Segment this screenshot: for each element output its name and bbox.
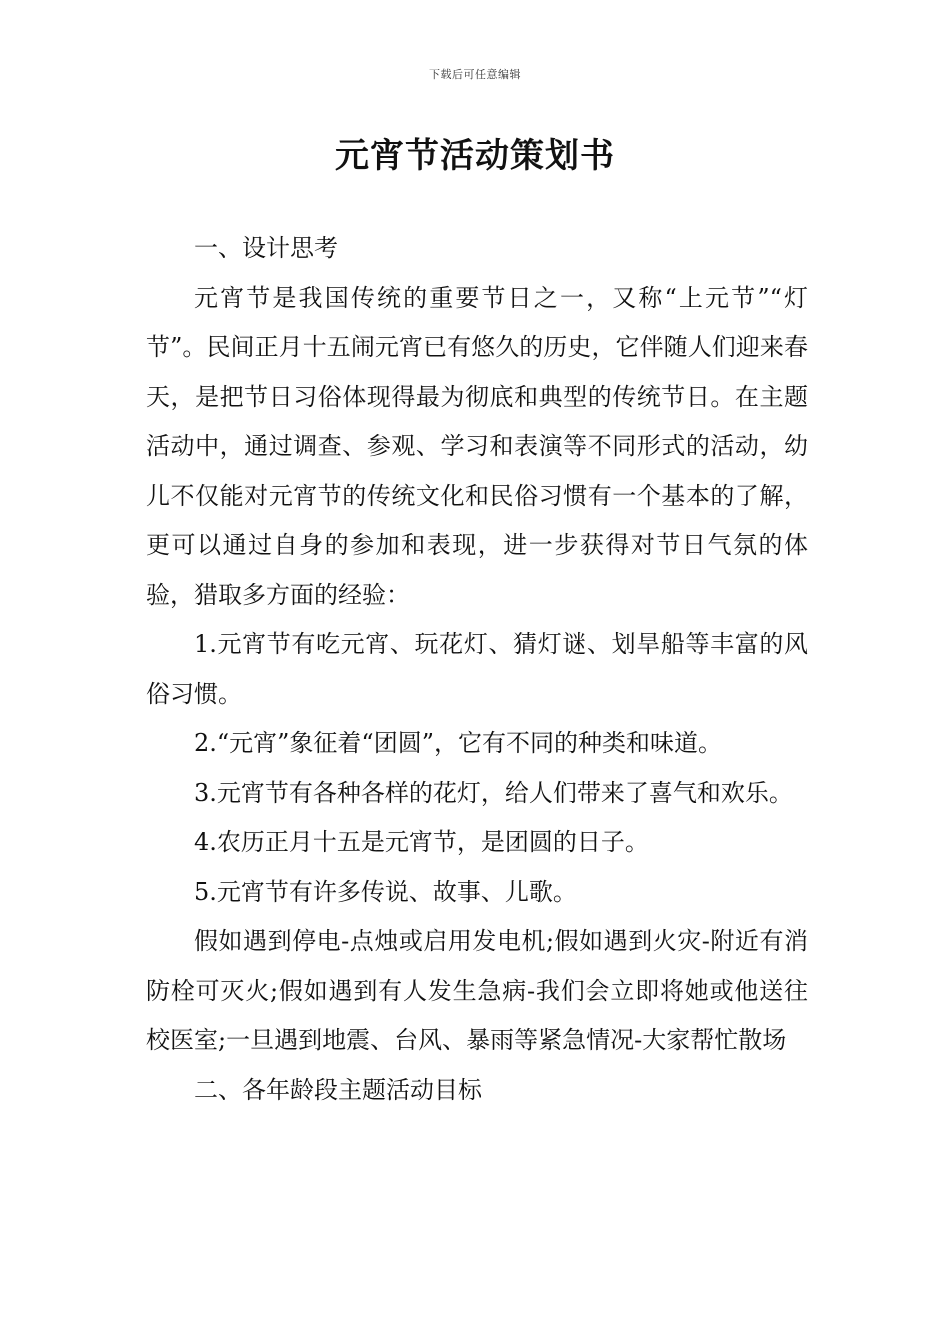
list-item-4: 4.农历正月十五是元宵节，是团圆的日子。 bbox=[194, 828, 649, 856]
document-title: 元宵节活动策划书 bbox=[335, 136, 615, 176]
header-note: 下载后可任意编辑 bbox=[429, 68, 521, 81]
list-item-1: 1.元宵节有吃元宵、玩花灯、猜灯谜、划旱船等丰富的风俗习惯。 bbox=[146, 630, 808, 708]
list-item-3: 3.元宵节有各种各样的花灯，给人们带来了喜气和欢乐。 bbox=[194, 778, 793, 807]
section-heading-age-goals: 二、各年龄段主题活动目标 bbox=[194, 1075, 482, 1104]
list-item-5: 5.元宵节有许多传说、故事、儿歌。 bbox=[194, 877, 577, 906]
emergency-paragraph: 假如遇到停电-点烛或启用发电机;假如遇到火灾-附近有消防栓可灭火;假如遇到有人发生急病-我们会立即将她或他送往校医室;一旦遇到地震、台风、暴雨等紧急情况-大家帮忙散场 bbox=[146, 927, 808, 1054]
list-item-2: 2.“元宵”象征着“团圆”，它有不同的种类和味道。 bbox=[194, 729, 722, 757]
section-heading-design-thinking: 一、设计思考 bbox=[194, 234, 338, 262]
intro-paragraph: 元宵节是我国传统的重要节日之一，又称“上元节”“灯节”。民间正月十五闹元宵已有悠久的历史，它伴随人们迎来春天，是把节日习俗体现得最为彻底和典型的传统节日。在主题活动中，通过调查、参观、学习和表演等不同形式的活动，幼儿不仅能对元宵节的传统文化和民俗习惯有一个基本的了解，更可以通过自身的参加和表现，进一步获得对节日气氛的体验，猎取多方面的经验： bbox=[146, 283, 808, 609]
document-body bbox=[146, 224, 808, 1115]
